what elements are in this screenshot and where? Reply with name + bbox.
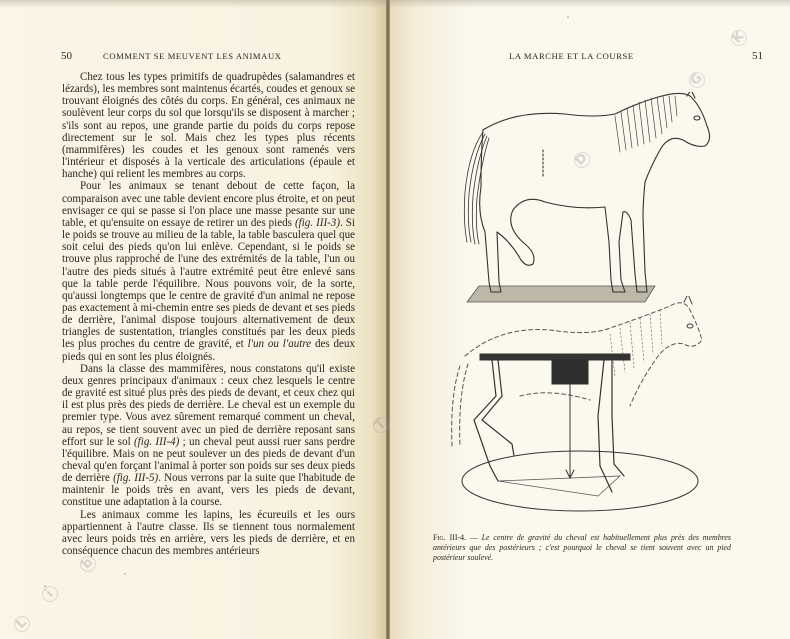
page-number-left: 50 bbox=[61, 50, 72, 62]
horse-standing-illustration bbox=[455, 92, 720, 322]
page-number-right: 51 bbox=[752, 50, 763, 62]
italic-reference: (fig. III-3) bbox=[294, 216, 341, 229]
horse-mane-dashed bbox=[610, 310, 662, 376]
text-segment: des deux pieds qui en sont les plus éloignés. bbox=[62, 338, 355, 363]
italic-reference: (fig. III-5) bbox=[113, 472, 159, 485]
italic-reference: l'un ou l'autre bbox=[247, 338, 312, 351]
table-top bbox=[480, 354, 630, 360]
watermark-letter: i bbox=[39, 583, 62, 606]
scan-shadow bbox=[0, 0, 790, 8]
horse-eye bbox=[694, 116, 700, 120]
paragraph bbox=[62, 71, 355, 180]
horse-table-diagram bbox=[440, 296, 730, 521]
figure-label: Fig. III-4. — bbox=[433, 533, 482, 542]
body-text bbox=[62, 71, 355, 557]
watermark-letter: K bbox=[728, 27, 751, 50]
scan-speck bbox=[124, 573, 126, 575]
italic-reference: (fig. III-4) bbox=[134, 435, 180, 448]
text-segment: Chez tous les types primitifs de quadrupèdes (salamandres et lézards), les membres sont maintenus écartés, coudes et genoux se trouvant éloignés des côtés du corps. En général, ces animaux ne soulèvent leur corps du sol que lorsqu'ils se disposent à marcher ; s'ils sont au repos, une grande partie du poids du corps repose directement sur le sol. Mais chez les types plus récents (mammifères) les coudes et les genoux sont ramenés vers l'intérieur et disposés à la verticale des articulations (épaule et hanche) qui relient les membres au corps. bbox=[62, 71, 355, 181]
running-head-right: LA MARCHE ET LA COURSE bbox=[509, 51, 634, 61]
paragraph bbox=[62, 363, 355, 509]
horse-tail bbox=[464, 132, 489, 244]
text-segment: Pour les animaux se tenant debout de cette façon, la comparaison avec une table devient encore plus étroite, et on peut envisager ce qui se passe si l'on place une masse pesante sur une table, et qu'ensuite on essaye de retirer un des pieds bbox=[62, 180, 355, 229]
hind-legs bbox=[474, 360, 514, 481]
text-segment: . Nous verrons par la suite que l'habitude de maintenir le poids très en avant, vers les pieds de devant, constitue une adaptation à la course. bbox=[62, 472, 356, 509]
watermark-letter: b bbox=[77, 553, 100, 576]
watermark-letter: D bbox=[571, 149, 594, 172]
scan-speck bbox=[44, 585, 46, 587]
text-segment: Dans la classe des mammifères, nous constatons qu'il existe deux genres principaux d'animaux : ceux chez lesquels le centre de gravité est situé plus près des pieds de devant, et ceux chez qui il est plus près des pieds de derrière. Le cheval est un exemple du premier type. Vous avez sûrement remarqué comment un cheval, au repos, se tient souvent avec un pied de derrière reposant sans effort sur le sol bbox=[62, 362, 355, 448]
text-segment: . Si le poids se trouve au milieu de la table, la table basculera quel que soit celui des pieds qu'on lui enlève. Cependant, si le poids se trouve plus rapproché de l'une des extrémités de la table, l'un ou l'autre des pieds situés à l'autre extrémité peut être enlevé sans que la table perde l'équilibre. Nous pouvons voir, de la sorte, qu'aussi longtemps que le centre de gravité d'un animal ne repose pas exactement à mi-chemin entre ses pieds de devant et ses pieds de derrière, l'animal dispose toujours alternativement de deux triangles de sustentation, triangles constitués par les deux pieds les plus proches du centre de gravité, et bbox=[62, 216, 355, 351]
watermark-letter: G bbox=[686, 69, 709, 92]
weight-block bbox=[552, 360, 588, 384]
watermark-letter: L bbox=[11, 613, 34, 636]
paragraph bbox=[62, 509, 355, 558]
horse-body-outline bbox=[480, 93, 710, 292]
horse-eye-2 bbox=[687, 324, 693, 328]
support-triangle bbox=[498, 476, 620, 496]
figure-caption bbox=[433, 533, 731, 563]
fore-legs bbox=[598, 360, 624, 492]
watermark-letter: T bbox=[370, 414, 393, 437]
horse-mane bbox=[615, 96, 677, 152]
scan-speck bbox=[567, 16, 569, 18]
running-head-left: COMMENT SE MEUVENT LES ANIMAUX bbox=[103, 51, 282, 61]
text-segment: Les animaux comme les lapins, les écureuils et les ours appartiennent à l'autre classe. Ils se tiennent tous normalement avec leurs poids très en arrière, vers les pieds de derrière, et en conséquence chacun des membres antérieurs bbox=[62, 508, 355, 558]
horse-ear-2 bbox=[684, 296, 692, 304]
figure-caption-text: Le centre de gravité du cheval est habituellement plus près des membres antérieurs que des postérieurs ; c'est pourquoi le cheval se tient souvent avec un pied postérieur soulevé. bbox=[433, 533, 732, 562]
text-segment: ; un cheval peut aussi ruer sans perdre l'équilibre. Mais on ne peut soulever un des pieds de devant d'un cheval qu'en forçant l'animal à porter son poids sur ses deux pieds de derrière bbox=[62, 435, 356, 485]
paragraph bbox=[62, 180, 355, 362]
